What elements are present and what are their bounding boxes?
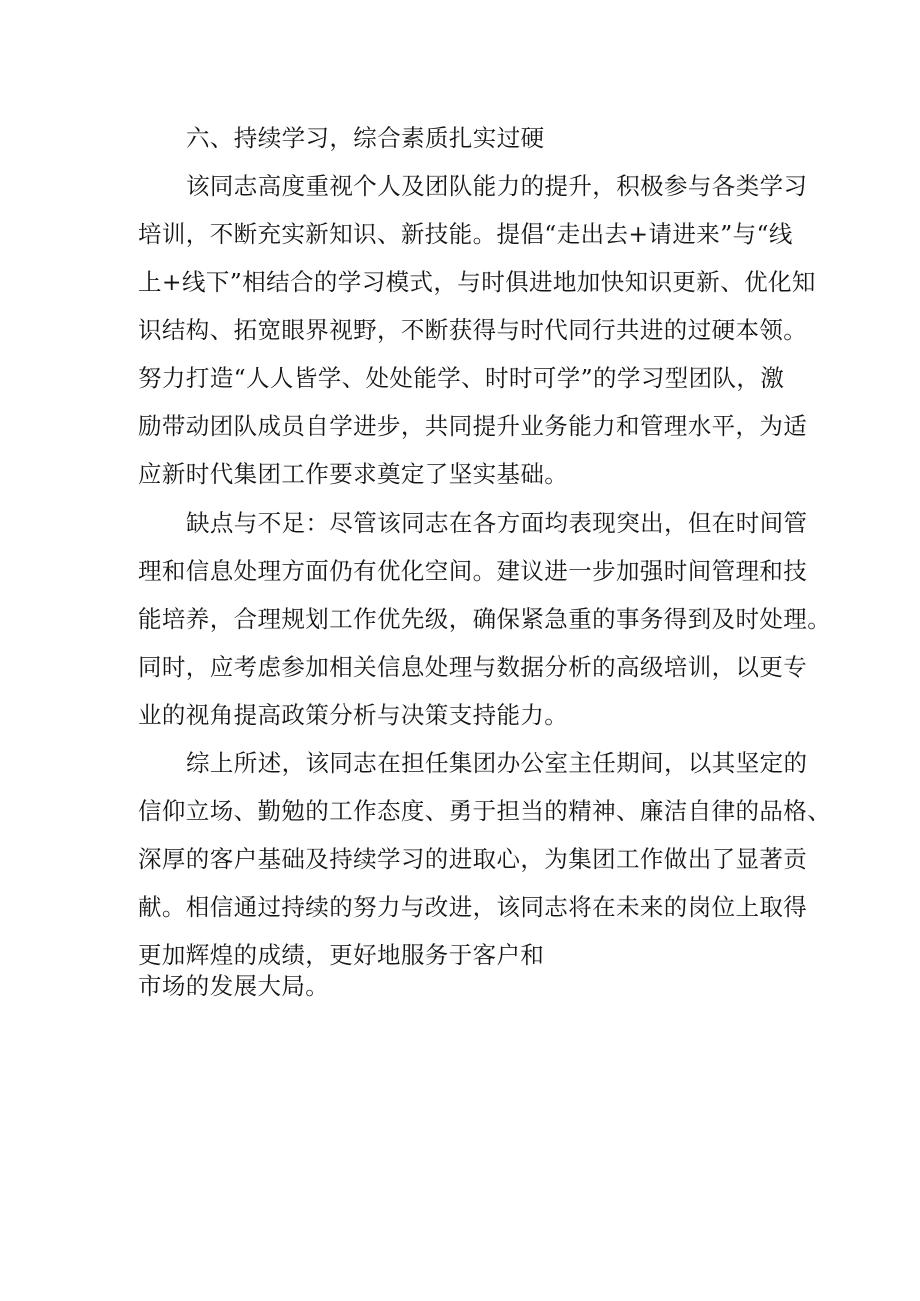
paragraph-line: 深厚的客户基础及持续学习的进取心，为集团工作做出了显著贡 — [138, 845, 808, 873]
paragraph-line: 上+线下”相结合的学习模式，与时俱进地加快知识更新、优化知 — [138, 268, 816, 296]
paragraph-line: 市场的发展大局。 — [138, 972, 330, 1000]
paragraph-line: 努力打造“人人皆学、处处能学、时时可学”的学习型团队，激 — [138, 364, 785, 392]
paragraph-line: 理和信息处理方面仍有优化空间。建议进一步加强时间管理和技 — [138, 557, 808, 585]
paragraph-line: 培训，不断充实新知识、新技能。提倡“走出去+请进来”与“线 — [138, 220, 793, 248]
paragraph-line: 信仰立场、勤勉的工作态度、勇于担当的精神、廉洁自律的品格、 — [138, 797, 832, 825]
paragraph-line: 献。相信通过持续的努力与改进，该同志将在未来的岗位上取得 — [138, 893, 808, 921]
paragraph-line: 业的视角提高政策分析与决策支持能力。 — [138, 701, 569, 729]
paragraph-line: 缺点与不足：尽管该同志在各方面均表现突出，但在时间管 — [186, 509, 808, 537]
paragraph-line: 识结构、拓宽眼界视野，不断获得与时代同行共进的过硬本领。 — [138, 316, 808, 344]
paragraph-line: 同时，应考虑参加相关信息处理与数据分析的高级培训，以更专 — [138, 653, 808, 681]
paragraph-line: 励带动团队成员自学进步，共同提升业务能力和管理水平，为适 — [138, 412, 808, 440]
paragraph-line: 综上所述，该同志在担任集团办公室主任期间，以其坚定的 — [186, 749, 808, 777]
paragraph-line: 更加辉煌的成绩，更好地服务于客户和 — [138, 941, 545, 969]
section-heading: 六、持续学习，综合素质扎实过硬 — [186, 124, 545, 152]
paragraph-line: 能培养，合理规划工作优先级，确保紧急重的事务得到及时处理。 — [138, 605, 832, 633]
paragraph-line: 该同志高度重视个人及团队能力的提升，积极参与各类学习 — [186, 172, 808, 200]
paragraph-line: 应新时代集团工作要求奠定了坚实基础。 — [138, 460, 569, 488]
